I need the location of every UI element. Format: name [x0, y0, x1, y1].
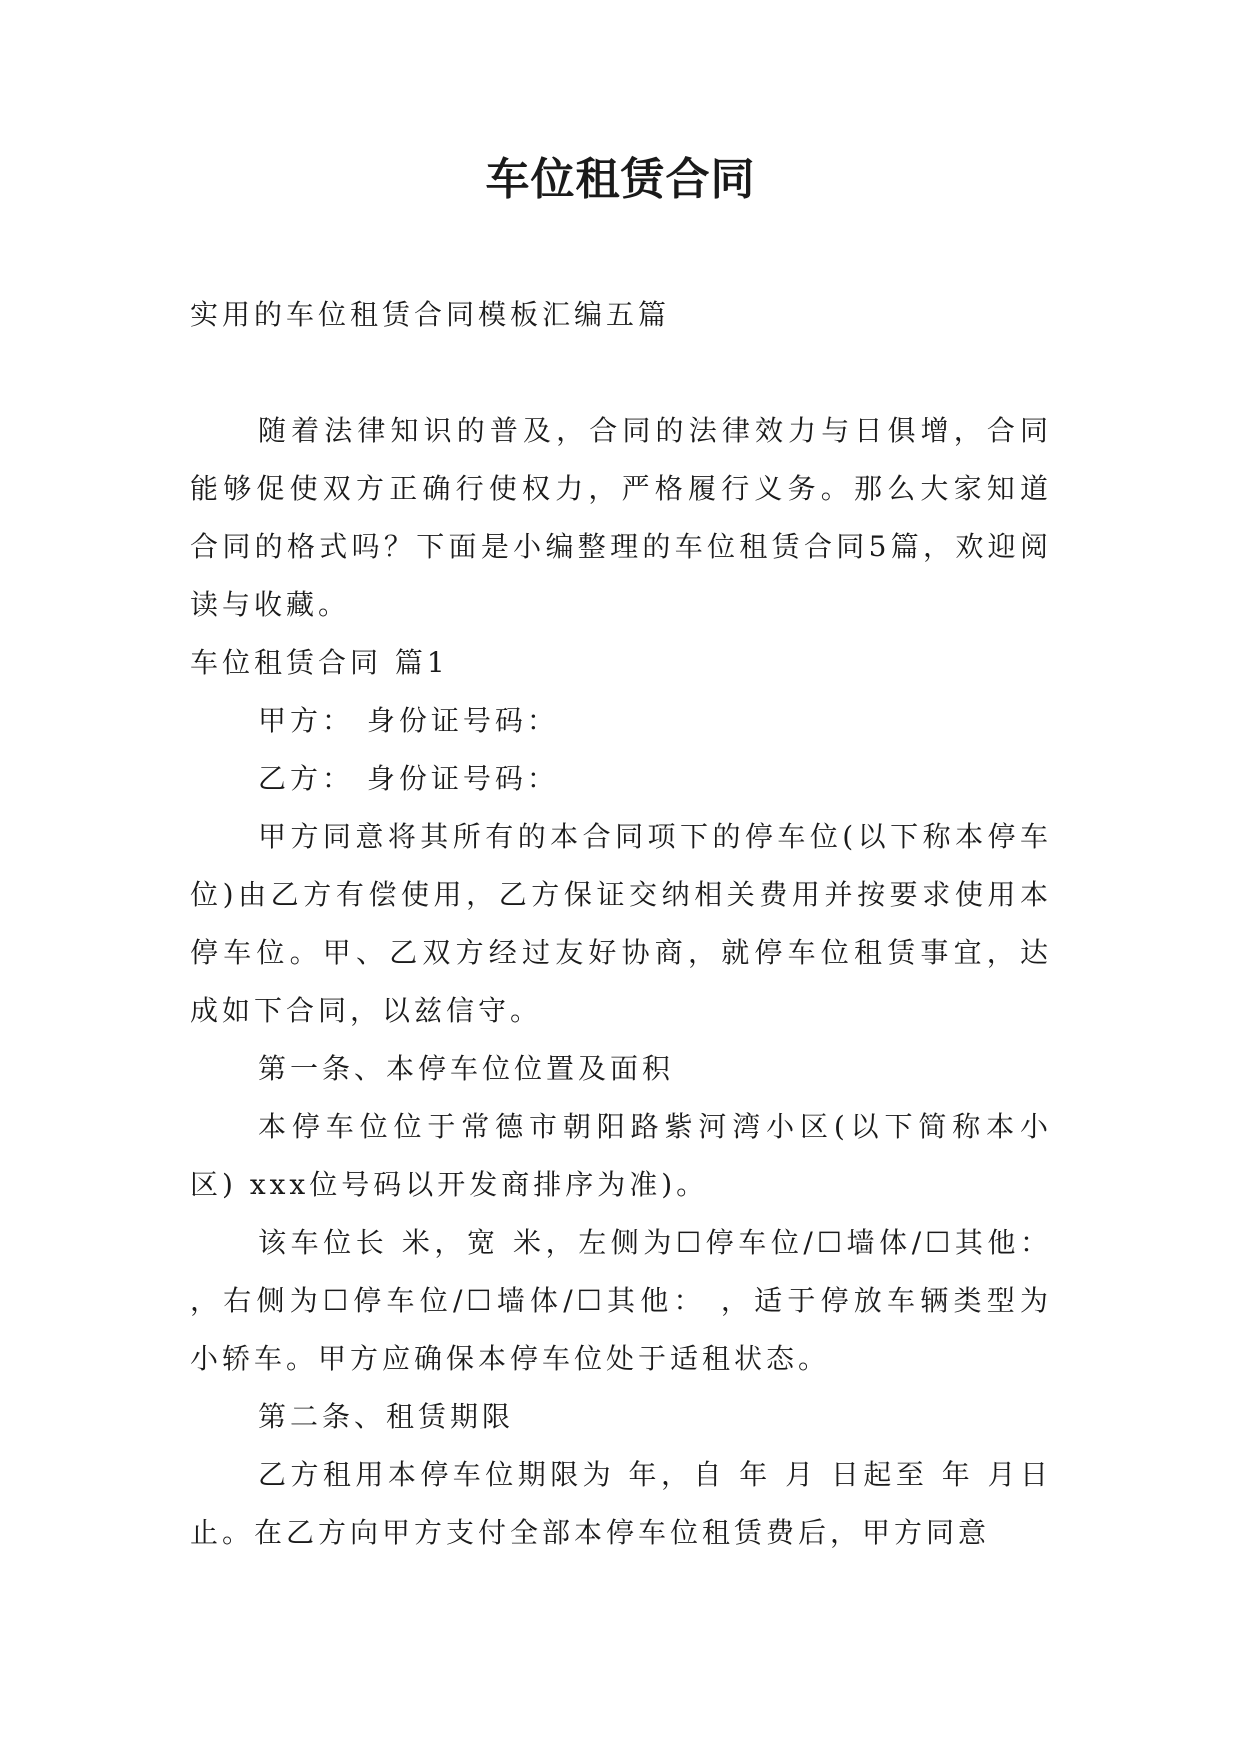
document-title: 车位租赁合同 — [485, 154, 756, 205]
paragraph: 第二条、租赁期限 — [258, 1400, 515, 1433]
paragraph: 车位租赁合同 篇1 — [190, 646, 449, 679]
paragraph: 甲方： 身份证号码： — [258, 704, 559, 737]
paragraph: 随着法律知识的普及，合同的法律效力与日俱增，合同能够促使双方正确行使权力，严格履行义务。那么大家知道合同的格式吗？下面是小编整理的车位租赁合同5篇，欢迎阅读与收藏。 — [190, 414, 1052, 621]
paragraph: 甲方同意将其所有的本合同项下的停车位(以下称本停车位)由乙方有偿使用，乙方保证交纳相关费用并按要求使用本停车位。甲、乙双方经过友好协商，就停车位租赁事宜，达成如下合同，以兹信守。 — [190, 820, 1052, 1027]
paragraph: 本停车位位于常德市朝阳路紫河湾小区(以下简称本小区) xxx位号码以开发商排序为准)。 — [190, 1110, 1052, 1201]
paragraph: 乙方： 身份证号码： — [258, 762, 559, 795]
document-subtitle: 实用的车位租赁合同模板汇编五篇 — [190, 298, 671, 331]
paragraph: 该车位长 米，宽 米，左侧为☐停车位/☐墙体/☐其他： ，右侧为☐停车位/☐墙体/☐其他： ，适于停放车辆类型为小轿车。甲方应确保本停车位处于适租状态。 — [190, 1226, 1052, 1375]
document-body — [190, 402, 1052, 1562]
paragraph: 乙方租用本停车位期限为 年，自 年 月 日起至 年 月日止。在乙方向甲方支付全部本停车位租赁费后，甲方同意 — [190, 1458, 1052, 1549]
paragraph: 第一条、本停车位位置及面积 — [258, 1052, 675, 1085]
